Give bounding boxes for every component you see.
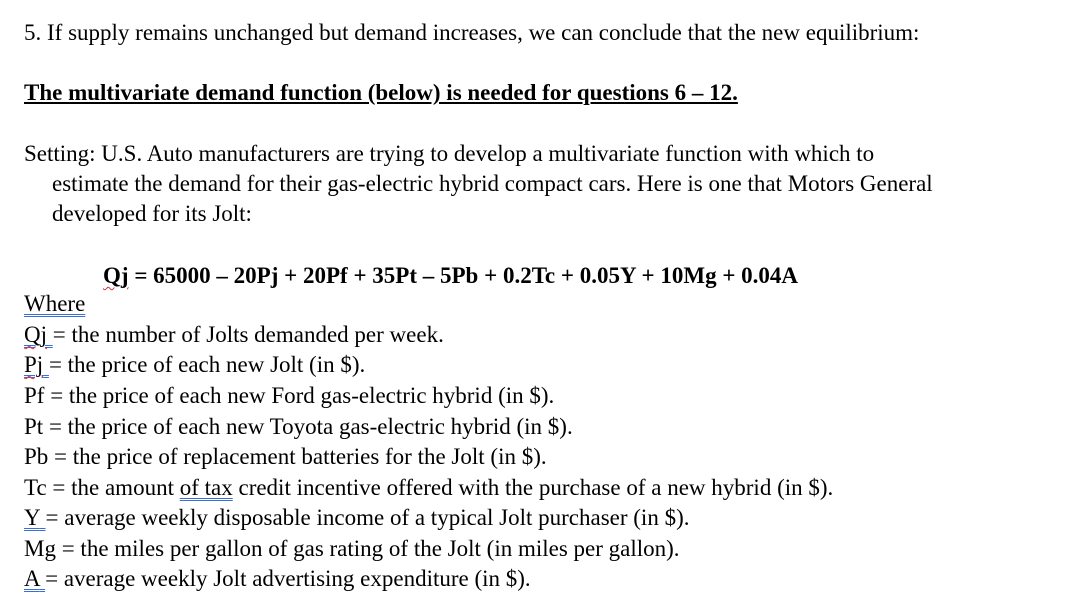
definition-text: = the price of replacement batteries for the Jolt (in $). [54,444,547,469]
setting-line-1: Setting: U.S. Auto manufacturers are trying to develop a multivariate function with which to [24,141,875,166]
definition-text: = the miles per gallon of gas rating of the Jolt (in miles per gallon). [61,536,680,561]
definition-pb [24,443,547,471]
definition-text: = average weekly Jolt advertising expenditure (in $). [45,566,531,591]
setting-line-3: developed for its Jolt: [52,201,252,226]
definition-qj [24,321,444,349]
where-label [24,290,85,318]
where-text: Where [24,291,86,316]
definition-pf [24,382,554,410]
definition-y [24,504,689,532]
definition-text-before: = the amount [52,475,180,500]
definition-symbol: Pt [24,414,44,439]
equation-lhs: Qj [103,263,129,288]
definition-text: = the price of each new Toyota gas-electric hybrid (in $). [48,414,573,439]
definition-symbol: Pj [24,352,44,377]
demand-equation [103,262,798,290]
definition-symbol: A [24,566,40,591]
definition-symbol: Tc [24,475,47,500]
grammar-marked-text: of tax [179,475,233,500]
definition-a [24,565,531,593]
definition-symbol: Y [24,505,40,530]
definition-text: = the number of Jolts demanded per week. [52,322,444,347]
definition-text-after: credit incentive offered with the purchase of a new hybrid (in $). [232,475,834,500]
definition-symbol: Mg [24,536,56,561]
definition-pt [24,413,573,441]
setting-line-2: estimate the demand for their gas-electric hybrid compact cars. Here is one that Motors General [52,171,933,196]
definition-symbol: Pf [24,383,45,408]
definition-text: = the price of each new Ford gas-electric hybrid (in $). [50,383,555,408]
definition-symbol: Pb [24,444,49,469]
definition-pj [24,351,365,379]
question-5-text: 5. If supply remains unchanged but demand increases, we can conclude that the new equilibrium: [24,20,920,45]
definition-symbol: Qj [24,322,47,347]
definition-text: = the price of each new Jolt (in $). [48,352,366,377]
definition-text: = average weekly disposable income of a typical Jolt purchaser (in $). [45,505,690,530]
section-heading: The multivariate demand function (below) is needed for questions 6 – 12. [24,80,738,105]
definition-mg [24,535,680,563]
definition-tc [24,474,833,502]
equation-rhs: = 65000 – 20Pj + 20Pf + 35Pt – 5Pb + 0.2Tc + 0.05Y + 10Mg + 0.04A [128,263,799,288]
